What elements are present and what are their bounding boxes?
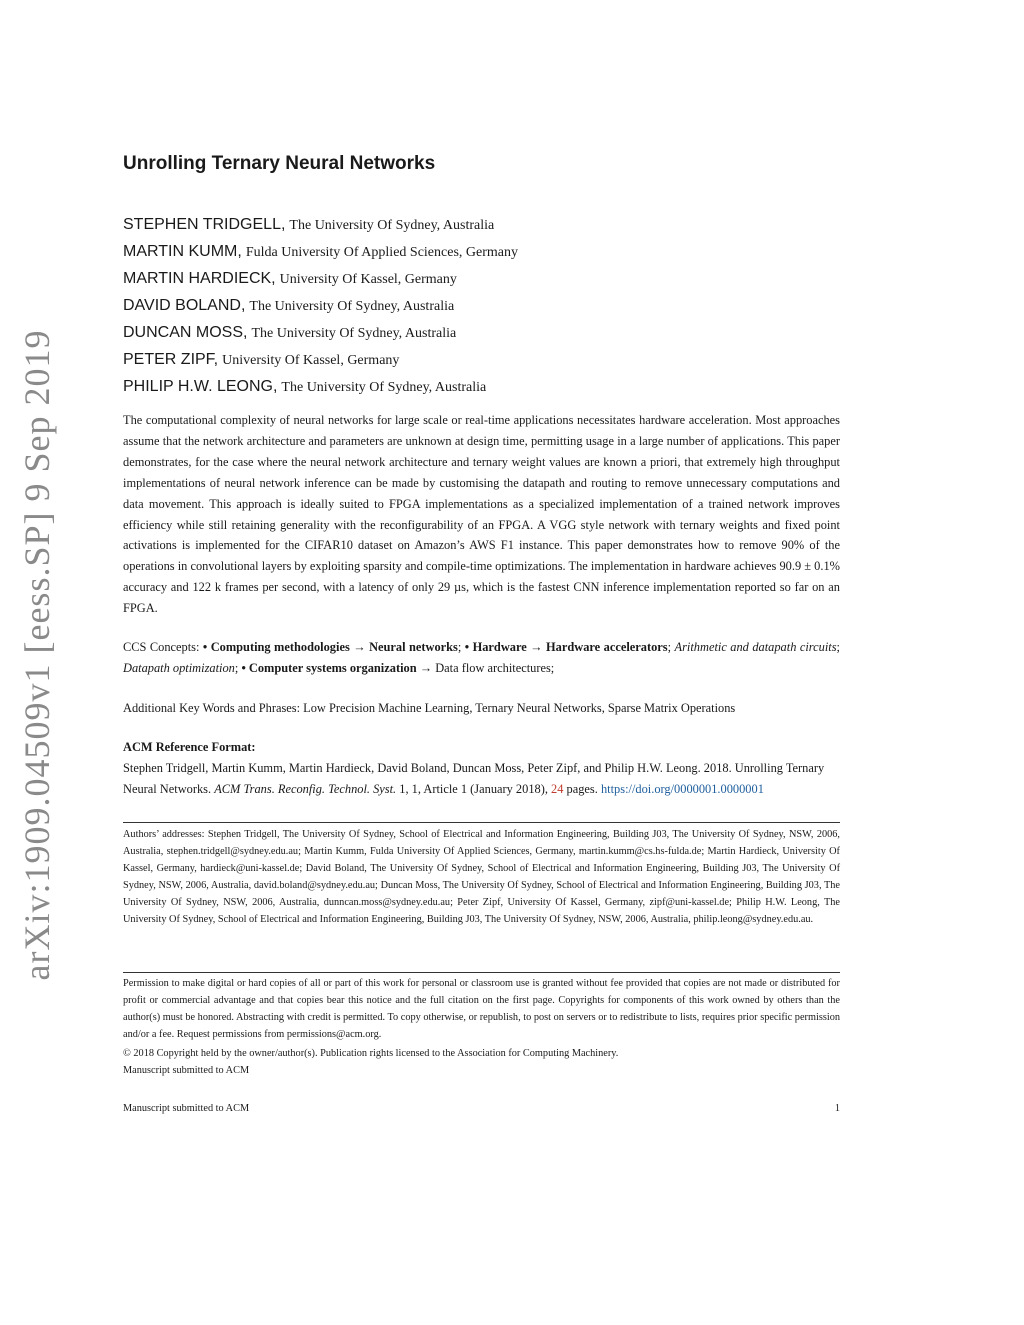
author-name: PHILIP H.W. LEONG, [123, 378, 278, 395]
author-name: STEPHEN TRIDGELL, [123, 216, 286, 233]
author-affiliation: University Of Kassel, Germany [222, 353, 400, 368]
acm-reference-text [123, 758, 840, 800]
ccs-concept: • Computer systems organization [241, 660, 417, 675]
author-name: DAVID BOLAND, [123, 297, 246, 314]
author-affiliation: The University Of Sydney, Australia [281, 380, 487, 395]
author-entry [123, 211, 518, 238]
author-entry [123, 265, 518, 292]
paper-title: Unrolling Ternary Neural Networks [123, 153, 436, 174]
ccs-concepts [123, 637, 840, 679]
acm-journal: ACM Trans. Reconfig. Technol. Syst. [214, 781, 397, 796]
author-entry [123, 373, 518, 400]
ccs-separator: ; [836, 640, 840, 654]
ccs-label: CCS Concepts: [123, 640, 200, 654]
acm-reference-citation: Stephen Tridgell, Martin Kumm, Martin Hardieck, David Boland, Duncan Moss, Peter Zipf, and Philip H.W. Leong. 2018. Unrolling Ternary Neural Networks. [123, 760, 825, 796]
ccs-separator: ; [667, 640, 672, 654]
permission-notice [123, 976, 840, 1079]
ccs-separator: ; [234, 660, 239, 675]
author-affiliation: The University Of Sydney, Australia [249, 299, 455, 314]
ccs-separator: ; [457, 640, 462, 654]
footer-venue: Manuscript submitted to ACM [123, 1103, 250, 1114]
arxiv-identifier: arXiv:1909.04509v1 [eess.SP] 9 Sep 2019 [17, 329, 57, 981]
ccs-concept: • Computing methodologies → Neural networks [202, 640, 458, 654]
author-name: PETER ZIPF, [123, 351, 219, 368]
divider [123, 972, 840, 973]
author-entry [123, 238, 518, 265]
author-name: MARTIN KUMM, [123, 243, 242, 260]
author-entry [123, 346, 518, 373]
manuscript-note: Manuscript submitted to ACM [123, 1064, 250, 1076]
ccs-concept: → Data flow architectures; [419, 660, 555, 675]
acm-reference [123, 737, 840, 800]
acm-reference-heading: ACM Reference Format: [123, 740, 256, 754]
pages-word: pages. [566, 781, 598, 796]
author-affiliation: The University Of Sydney, Australia [251, 326, 457, 341]
permission-text: Permission to make digital or hard copies of all or part of this work for personal or classroom use is granted without fee provided that copies are not made or distributed for profit or commercial advantage and that copies bear this notice and the full citation on the first page. Copyrights for components of this work owned by others than the author(s) must be honored. Abstracting with credit is permitted. To copy otherwise, or republish, to post on servers or to redistribute to lists, requires prior specific permission and/or a fee. Request permissions from permissions@acm.org. [123, 978, 840, 1040]
author-addresses: Authors’ addresses: Stephen Tridgell, The University Of Sydney, School of Electrical and Information Engineering, Building J03, The University Of Sydney, NSW, 2006, Australia, stephen.tridgell@sydney.edu.au; Martin Kumm, Fulda University Of Applied Sciences, Germany, martin.kumm@cs.hs-fulda.de; Martin Hardieck, University Of Kassel, Germany, hardieck@uni-kassel.de; David Boland, The University Of Sydney, School of Electrical and Information Engineering, Building J03, The University Of Sydney, NSW, 2006, Australia, david.boland@sydney.edu.au; Duncan Moss, The University Of Sydney, School of Electrical and Information Engineering, Building J03, The University Of Sydney, NSW, 2006, Australia, dunncan.moss@sydney.edu.au; Peter Zipf, University Of Kassel, Germany, zipf@uni-kassel.de; Philip H.W. Leong, The University Of Sydney, School of Electrical and Information Engineering, Building J03, The University Of Sydney, NSW, 2006, Australia, philip.leong@sydney.edu.au. [123, 829, 840, 925]
copyright-line: © 2018 Copyright held by the owner/author(s). Publication rights licensed to the Association for Computing Machinery. [123, 1047, 619, 1059]
ccs-concept: Datapath optimization [123, 660, 235, 675]
author-entry [123, 319, 518, 346]
page-count-link[interactable]: 24 [551, 781, 564, 796]
author-name: DUNCAN MOSS, [123, 324, 248, 341]
author-list [123, 211, 518, 400]
abstract: The computational complexity of neural networks for large scale or real-time applications necessitates hardware acceleration. Most approaches assume that the network architecture and parameters are unknown at design time, permitting usage in a large number of applications. This paper demonstrates, for the case where the neural network architecture and ternary weight values are known a priori, that extremely high throughput implementations of neural network inference can be made by customising the datapath and routing to remove unnecessary computations and data movement. This approach is ideally suited to FPGA implementations as a specialized implementation of a trained network improves efficiency while still retaining generality with the reconfigurability of an FPGA. A VGG style network with ternary weights and fixed point activations is implemented for the CIFAR10 dataset on Amazon’s AWS F1 instance. This paper demonstrates how to remove 90% of the operations in convolutional layers by exploiting sparsity and compile-time optimizations. The implementation in hardware achieves 90.9 ± 0.1% accuracy and 122 k frames per second, with a latency of only 29 µs, which is the fastest CNN inference implementation reported so far on an FPGA. [123, 413, 840, 616]
page-number: 1 [834, 1103, 840, 1114]
divider [123, 822, 840, 823]
ccs-concept: • Hardware → Hardware accelerators [464, 640, 668, 654]
acm-issue: 1, 1, Article 1 (January 2018), [399, 781, 548, 796]
doi-link[interactable]: https://doi.org/0000001.0000001 [600, 781, 764, 796]
author-affiliation: The University Of Sydney, Australia [289, 218, 495, 233]
author-entry [123, 292, 518, 319]
author-name: MARTIN HARDIECK, [123, 270, 276, 287]
author-affiliation: Fulda University Of Applied Sciences, Germany [245, 245, 518, 260]
ccs-concept: Arithmetic and datapath circuits [674, 640, 837, 654]
author-affiliation: University Of Kassel, Germany [279, 272, 457, 287]
keywords: Additional Key Words and Phrases: Low Precision Machine Learning, Ternary Neural Networks, Sparse Matrix Operations [123, 701, 736, 715]
